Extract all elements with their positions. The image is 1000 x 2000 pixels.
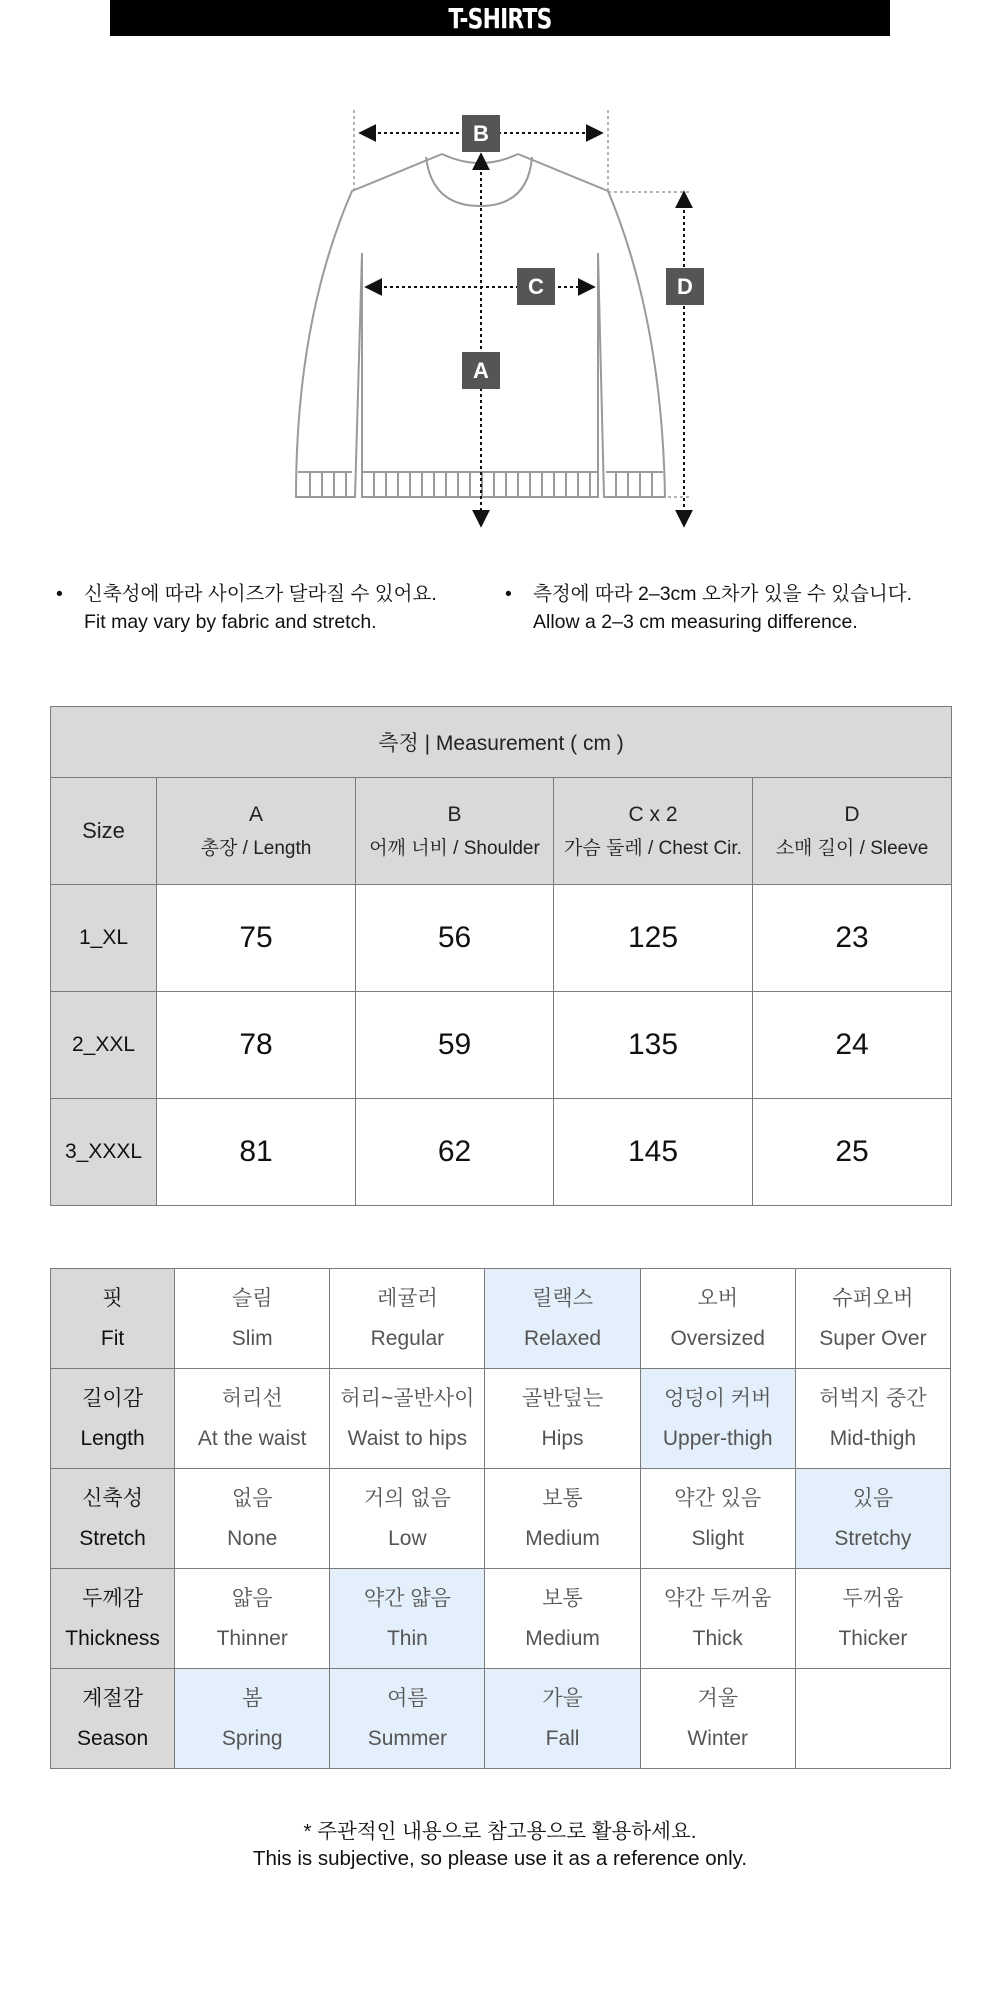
option-cell: 슬림 Slim — [175, 1269, 330, 1369]
column-header — [356, 778, 554, 885]
disclaimer-ko: * 주관적인 내용으로 참고용으로 활용하세요. — [303, 1820, 697, 1843]
fit-row-thickness — [51, 1569, 951, 1669]
option-cell: 얇음 Thinner — [175, 1569, 330, 1669]
value-cell: 145 — [554, 1099, 753, 1206]
column-code: A — [248, 802, 263, 826]
table-row — [51, 1099, 952, 1206]
fit-row-stretch — [51, 1469, 951, 1569]
measure-lines — [360, 133, 684, 526]
note-measuring — [505, 580, 913, 636]
note-fabric — [56, 580, 437, 636]
page-title: T-SHIRTS — [110, 0, 890, 36]
table-row — [51, 885, 952, 992]
option-cell: 없음 None — [175, 1469, 330, 1569]
column-header — [753, 778, 952, 885]
bullet-icon: • — [56, 583, 63, 605]
value-cell: 78 — [157, 992, 356, 1099]
option-cell: 레귤러 Regular — [330, 1269, 485, 1369]
value-cell: 135 — [554, 992, 753, 1099]
measurement-table — [50, 706, 952, 1206]
column-label: 총장 / Length — [200, 837, 312, 859]
category-cell: 핏 Fit — [51, 1269, 175, 1369]
garment-outline — [296, 154, 665, 497]
column-header — [554, 778, 753, 885]
size-cell: 2_XXL — [51, 992, 157, 1099]
option-cell: 겨울 Winter — [640, 1669, 795, 1769]
note-en: Allow a 2–3 cm measuring difference. — [533, 611, 858, 633]
label-b-text: B — [473, 121, 489, 146]
size-cell: 3_XXXL — [51, 1099, 157, 1206]
option-cell — [795, 1669, 950, 1769]
column-code: D — [844, 802, 860, 826]
option-cell: 약간 두꺼움 Thick — [640, 1569, 795, 1669]
column-label: 소매 길이 / Sleeve — [775, 837, 929, 859]
disclaimer — [0, 1818, 1000, 1872]
option-cell: 골반덮는 Hips — [485, 1369, 640, 1469]
option-cell: 엉덩이 커버 Upper-thigh — [640, 1369, 795, 1469]
size-cell: 1_XL — [51, 885, 157, 992]
note-ko: 측정에 따라 2–3cm 오차가 있을 수 있습니다. — [533, 583, 913, 605]
option-cell: 여름 Summer — [330, 1669, 485, 1769]
label-a — [462, 352, 500, 389]
category-cell: 길이감 Length — [51, 1369, 175, 1469]
measurement-caption: 측정 | Measurement ( cm ) — [51, 707, 952, 778]
option-cell: 거의 없음 Low — [330, 1469, 485, 1569]
option-cell: 있음 Stretchy — [795, 1469, 950, 1569]
label-d — [666, 268, 704, 305]
column-label: 어깨 너비 / Shoulder — [369, 837, 540, 859]
fit-guide-table — [50, 1268, 951, 1769]
value-cell: 62 — [356, 1099, 554, 1206]
option-cell: 허벅지 중간 Mid-thigh — [795, 1369, 950, 1469]
value-cell: 59 — [356, 992, 554, 1099]
value-cell: 125 — [554, 885, 753, 992]
option-cell: 가을 Fall — [485, 1669, 640, 1769]
option-cell: 두꺼움 Thicker — [795, 1569, 950, 1669]
value-cell: 25 — [753, 1099, 952, 1206]
option-cell: 봄 Spring — [175, 1669, 330, 1769]
value-cell: 24 — [753, 992, 952, 1099]
option-cell: 허리~골반사이 Waist to hips — [330, 1369, 485, 1469]
label-b — [462, 115, 500, 152]
column-code: C x 2 — [628, 802, 678, 826]
option-cell: 릴랙스 Relaxed — [485, 1269, 640, 1369]
value-cell: 75 — [157, 885, 356, 992]
column-label: 가슴 둘레 / Chest Cir. — [564, 837, 742, 859]
label-d-text: D — [677, 274, 693, 299]
note-en: Fit may vary by fabric and stretch. — [84, 611, 377, 633]
label-c-text: C — [528, 274, 544, 299]
label-a-text: A — [473, 358, 489, 383]
label-c — [517, 268, 555, 305]
column-code: B — [447, 802, 462, 826]
value-cell: 56 — [356, 885, 554, 992]
category-cell: 계절감 Season — [51, 1669, 175, 1769]
option-cell: 슈퍼오버 Super Over — [795, 1269, 950, 1369]
category-cell: 두께감 Thickness — [51, 1569, 175, 1669]
fit-row-season — [51, 1669, 951, 1769]
bullet-icon: • — [505, 583, 512, 605]
option-cell: 약간 있음 Slight — [640, 1469, 795, 1569]
table-row — [51, 992, 952, 1099]
fit-row-fit — [51, 1269, 951, 1369]
column-header — [157, 778, 356, 885]
size-header: Size — [51, 778, 157, 885]
fit-row-length — [51, 1369, 951, 1469]
category-cell: 신축성 Stretch — [51, 1469, 175, 1569]
option-cell: 허리선 At the waist — [175, 1369, 330, 1469]
sweatshirt-measurement-diagram — [0, 100, 1000, 540]
option-cell: 오버 Oversized — [640, 1269, 795, 1369]
option-cell: 약간 얇음 Thin — [330, 1569, 485, 1669]
note-ko: 신축성에 따라 사이즈가 달라질 수 있어요. — [84, 583, 437, 605]
disclaimer-en: This is subjective, so please use it as a reference only. — [252, 1847, 748, 1870]
option-cell: 보통 Medium — [485, 1569, 640, 1669]
value-cell: 23 — [753, 885, 952, 992]
value-cell: 81 — [157, 1099, 356, 1206]
option-cell: 보통 Medium — [485, 1469, 640, 1569]
